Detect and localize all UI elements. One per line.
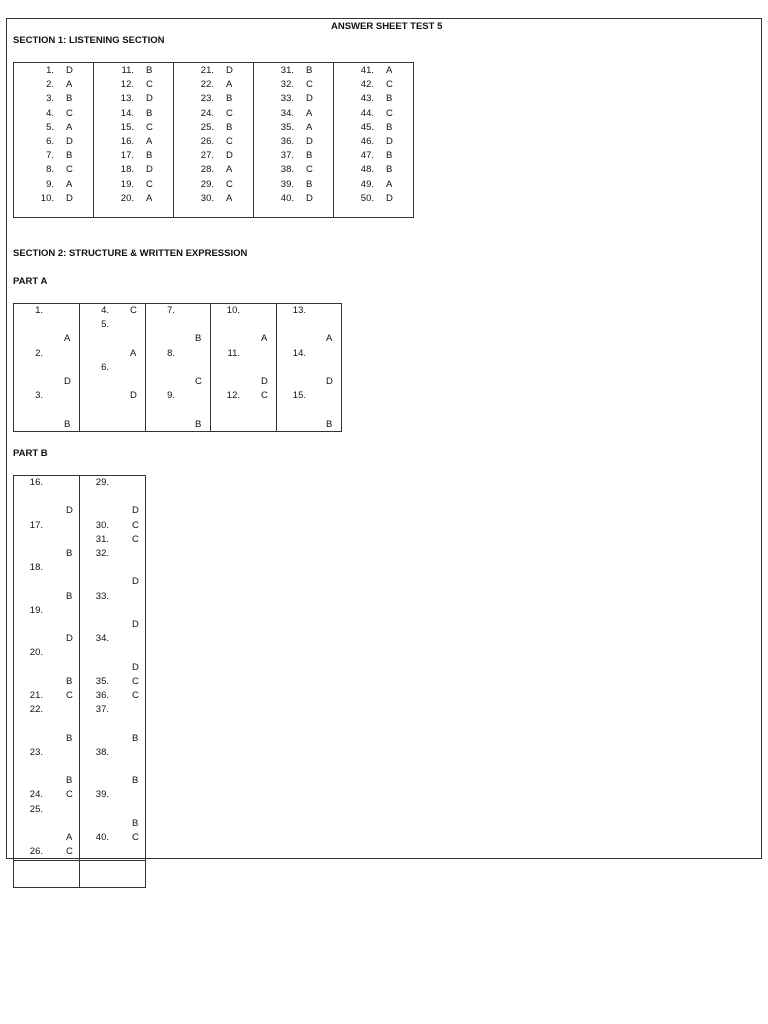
part-b-answer-table	[13, 475, 145, 888]
answer-letter: A	[226, 164, 233, 176]
question-number: 23.	[29, 746, 43, 758]
question-number: 41.	[360, 65, 374, 76]
table-column	[145, 303, 211, 432]
table-column	[93, 62, 174, 218]
answer-letter: A	[130, 347, 137, 359]
question-number: 34.	[95, 633, 109, 645]
table-column	[79, 303, 146, 432]
answer-letter: D	[306, 136, 313, 147]
question-number: 25.	[200, 121, 214, 133]
answer-letter: C	[132, 832, 139, 843]
answer-letter: B	[146, 107, 153, 119]
question-number: 20.	[29, 647, 43, 659]
answer-letter: A	[386, 65, 393, 76]
question-number: 13.	[292, 305, 306, 316]
answer-letter: C	[132, 519, 139, 531]
question-number: 23.	[200, 93, 214, 105]
answer-letter: C	[146, 121, 153, 133]
question-number: 18.	[29, 562, 43, 574]
answer-letter: D	[226, 150, 233, 162]
answer-letter: D	[64, 376, 71, 387]
question-number: 38.	[95, 746, 109, 758]
question-number: 14.	[120, 107, 134, 119]
question-number: 50.	[360, 192, 374, 204]
question-number: 49.	[360, 178, 374, 190]
answer-letter: A	[66, 79, 73, 91]
answer-letter: D	[326, 376, 333, 387]
question-number: 43.	[360, 93, 374, 105]
answer-letter: C	[195, 376, 202, 387]
answer-letter: D	[261, 376, 268, 387]
question-number: 5.	[101, 319, 109, 331]
answer-letter: D	[66, 136, 73, 147]
question-number: 33.	[95, 590, 109, 602]
question-number: 17.	[120, 150, 134, 162]
question-number: 15.	[120, 121, 134, 133]
question-number: 45.	[360, 121, 374, 133]
answer-letter: C	[306, 164, 313, 176]
question-number: 2.	[46, 79, 54, 91]
table-column	[276, 303, 342, 432]
table-column	[173, 62, 254, 218]
listening-answer-table	[13, 62, 412, 218]
answer-letter: C	[66, 846, 73, 858]
answer-letter: B	[132, 775, 139, 787]
answer-letter: B	[132, 817, 139, 829]
question-number: 16.	[29, 477, 43, 488]
table-column	[13, 303, 80, 432]
question-number: 18.	[120, 164, 134, 176]
answer-letter: C	[226, 178, 233, 190]
question-number: 8.	[46, 164, 54, 176]
question-number: 5.	[46, 121, 54, 133]
answer-letter: D	[306, 93, 313, 105]
table-column	[333, 62, 414, 218]
answer-letter: C	[66, 164, 73, 176]
question-number: 21.	[29, 690, 43, 701]
answer-letter: D	[132, 619, 139, 630]
answer-letter: B	[66, 590, 73, 602]
answer-letter: D	[306, 192, 313, 204]
answer-letter: B	[386, 150, 393, 162]
question-number: 48.	[360, 164, 374, 176]
question-number: 14.	[292, 347, 306, 359]
question-number: 30.	[200, 192, 214, 204]
answer-letter: B	[146, 65, 153, 76]
table-column	[253, 62, 334, 218]
answer-letter: B	[326, 418, 333, 430]
answer-letter: C	[226, 107, 233, 119]
question-number: 12.	[226, 390, 240, 402]
question-number: 11.	[227, 347, 240, 359]
question-number: 3.	[35, 390, 43, 402]
question-number: 26.	[29, 846, 43, 858]
question-number: 46.	[360, 136, 374, 147]
answer-letter: C	[66, 107, 73, 119]
answer-letter: C	[306, 79, 313, 91]
question-number: 6.	[46, 136, 54, 147]
answer-letter: B	[386, 121, 393, 133]
question-number: 11.	[121, 65, 134, 76]
page-title: ANSWER SHEET TEST 5	[331, 21, 443, 32]
question-number: 31.	[95, 533, 109, 545]
question-number: 24.	[29, 789, 43, 801]
question-number: 36.	[95, 690, 109, 701]
question-number: 7.	[46, 150, 54, 162]
answer-letter: B	[66, 732, 73, 744]
question-number: 28.	[200, 164, 214, 176]
answer-letter: C	[66, 789, 73, 801]
question-number: 32.	[95, 548, 109, 559]
question-number: 36.	[280, 136, 294, 147]
answer-letter: D	[66, 65, 73, 76]
answer-letter: A	[66, 178, 73, 190]
answer-letter: C	[146, 178, 153, 190]
answer-letter: D	[386, 192, 393, 204]
answer-letter: D	[386, 136, 393, 147]
answer-letter: B	[195, 418, 202, 430]
answer-letter: D	[146, 93, 153, 105]
answer-letter: A	[326, 333, 333, 345]
answer-letter: B	[226, 93, 233, 105]
question-number: 31.	[280, 65, 294, 76]
answer-letter: B	[132, 732, 139, 744]
table-column	[13, 475, 80, 888]
answer-letter: A	[146, 136, 153, 147]
answer-letter: A	[306, 121, 313, 133]
answer-letter: B	[195, 333, 202, 345]
answer-letter: A	[261, 333, 268, 345]
question-number: 37.	[280, 150, 294, 162]
answer-letter: A	[226, 192, 233, 204]
question-number: 22.	[200, 79, 214, 91]
question-number: 27.	[200, 150, 214, 162]
question-number: 39.	[280, 178, 294, 190]
question-number: 38.	[280, 164, 294, 176]
answer-letter: B	[146, 150, 153, 162]
answer-letter: C	[132, 690, 139, 701]
answer-letter: A	[386, 178, 393, 190]
question-number: 35.	[95, 675, 109, 687]
table-column	[79, 475, 146, 888]
answer-letter: D	[132, 576, 139, 588]
answer-letter: D	[66, 192, 73, 204]
table-column	[210, 303, 277, 432]
question-number: 1.	[46, 65, 54, 76]
answer-letter: B	[66, 548, 73, 559]
question-number: 20.	[120, 192, 134, 204]
answer-letter: C	[226, 136, 233, 147]
question-number: 21.	[200, 65, 214, 76]
question-number: 2.	[35, 347, 43, 359]
question-number: 10.	[226, 305, 240, 316]
question-number: 10.	[40, 192, 54, 204]
answer-letter: D	[132, 661, 139, 673]
answer-letter: D	[66, 633, 73, 645]
answer-letter: A	[226, 79, 233, 91]
question-number: 19.	[120, 178, 134, 190]
question-number: 3.	[46, 93, 54, 105]
answer-letter: B	[66, 775, 73, 787]
answer-letter: C	[146, 79, 153, 91]
answer-letter: B	[226, 121, 233, 133]
question-number: 32.	[280, 79, 294, 91]
question-number: 7.	[167, 305, 175, 316]
answer-letter: A	[146, 192, 153, 204]
question-number: 47.	[360, 150, 374, 162]
row-divider	[13, 860, 146, 861]
question-number: 42.	[360, 79, 374, 91]
part-a-heading: PART A	[13, 276, 48, 287]
question-number: 33.	[280, 93, 294, 105]
answer-letter: C	[130, 305, 137, 316]
answer-letter: B	[306, 65, 313, 76]
question-number: 22.	[29, 704, 43, 716]
answer-letter: C	[261, 390, 268, 402]
question-number: 19.	[29, 604, 43, 616]
section1-heading: SECTION 1: LISTENING SECTION	[13, 35, 165, 46]
answer-letter: D	[130, 390, 137, 402]
question-number: 4.	[101, 305, 109, 316]
answer-letter: B	[306, 178, 313, 190]
question-number: 35.	[280, 121, 294, 133]
answer-letter: A	[66, 832, 73, 843]
answer-letter: C	[132, 675, 139, 687]
answer-letter: B	[306, 150, 313, 162]
answer-letter: D	[146, 164, 153, 176]
question-number: 34.	[280, 107, 294, 119]
answer-letter: A	[66, 121, 73, 133]
answer-letter: B	[66, 150, 73, 162]
answer-letter: B	[386, 164, 393, 176]
answer-letter: B	[386, 93, 393, 105]
question-number: 40.	[280, 192, 294, 204]
answer-letter: D	[132, 505, 139, 517]
question-number: 8.	[167, 347, 175, 359]
question-number: 4.	[46, 107, 54, 119]
answer-letter: D	[66, 505, 73, 517]
question-number: 30.	[95, 519, 109, 531]
answer-letter: C	[132, 533, 139, 545]
answer-letter: C	[386, 107, 393, 119]
question-number: 44.	[360, 107, 374, 119]
question-number: 37.	[95, 704, 109, 716]
question-number: 40.	[95, 832, 109, 843]
answer-letter: A	[306, 107, 313, 119]
part-b-heading: PART B	[13, 448, 48, 459]
answer-letter: C	[66, 690, 73, 701]
question-number: 26.	[200, 136, 214, 147]
question-number: 9.	[167, 390, 175, 402]
answer-letter: B	[64, 418, 71, 430]
answer-letter: B	[66, 675, 73, 687]
question-number: 9.	[46, 178, 54, 190]
question-number: 13.	[120, 93, 134, 105]
answer-letter: B	[66, 93, 73, 105]
table-column	[13, 62, 94, 218]
section2-heading: SECTION 2: STRUCTURE & WRITTEN EXPRESSION	[13, 248, 248, 259]
answer-letter: A	[64, 333, 71, 345]
question-number: 25.	[29, 803, 43, 815]
question-number: 29.	[200, 178, 214, 190]
question-number: 15.	[292, 390, 306, 402]
question-number: 17.	[29, 519, 43, 531]
question-number: 12.	[120, 79, 134, 91]
answer-letter: C	[386, 79, 393, 91]
question-number: 1.	[35, 305, 43, 316]
answer-letter: D	[226, 65, 233, 76]
question-number: 24.	[200, 107, 214, 119]
question-number: 39.	[95, 789, 109, 801]
question-number: 16.	[120, 136, 134, 147]
part-a-answer-table	[13, 303, 341, 432]
question-number: 29.	[95, 477, 109, 488]
question-number: 6.	[101, 361, 109, 373]
